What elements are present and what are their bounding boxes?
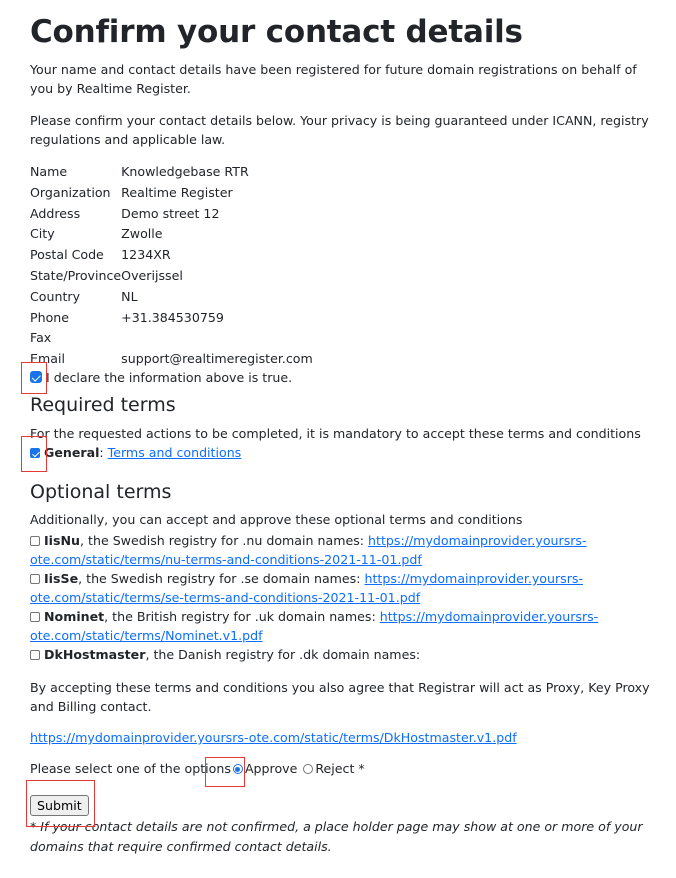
optional-term-name: DkHostmaster (44, 647, 146, 662)
contact-label: State/Province (30, 267, 122, 283)
contact-details-table (30, 162, 313, 370)
contact-value: Knowledgebase RTR (121, 164, 249, 179)
contact-value: Overijssel (121, 267, 183, 283)
reject-radio[interactable] (303, 764, 313, 774)
optional-term-item (30, 645, 650, 664)
contact-value: Zwolle (121, 226, 163, 242)
optional-term-checkbox[interactable] (30, 612, 40, 622)
declare-label: I declare the information above is true. (46, 370, 293, 385)
contact-row (30, 349, 313, 370)
optional-term-link[interactable]: https://mydomainprovider.yoursrs-ote.com/static/terms/Nominet.v1.pdf (30, 609, 599, 643)
contact-row (30, 287, 313, 308)
general-terms-row (30, 445, 241, 460)
footnote: * If your contact details are not confirmed, a place holder page may show at one or more of your domains that require confirmed contact details. (30, 819, 643, 854)
contact-value: support@realtimeregister.com (121, 351, 313, 367)
general-terms-name: General (44, 445, 100, 460)
contact-row (30, 183, 313, 204)
contact-row (30, 328, 313, 349)
optional-terms-heading: Optional terms (30, 481, 172, 503)
declare-row (30, 370, 292, 385)
optional-term-desc: , the Swedish registry for .se domain names: (78, 571, 365, 586)
contact-row (30, 204, 313, 225)
reject-label: Reject * (315, 761, 365, 776)
optional-term-checkbox[interactable] (30, 574, 40, 584)
declare-checkbox[interactable] (30, 371, 42, 383)
contact-value: Demo street 12 (121, 205, 220, 221)
intro-registered: Your name and contact details have been registered for future domain registrations on behalf of you by Realtime Register. (30, 62, 637, 96)
general-terms-sep: : (99, 445, 108, 460)
contact-label: Organization (30, 184, 111, 200)
optional-term-name: IisNu (44, 533, 81, 548)
contact-value: NL (121, 288, 138, 304)
optional-terms-list (30, 531, 650, 664)
contact-row (30, 224, 313, 245)
contact-label: Postal Code (30, 247, 104, 263)
contact-label: City (30, 226, 55, 242)
optional-term-name: IisSe (44, 571, 79, 586)
contact-value: +31.384530759 (121, 309, 224, 325)
contact-row (30, 162, 313, 183)
proxy-agreement-text: By accepting these terms and conditions you also agree that Registrar will act as Proxy, Key Proxy and Billing contact. (30, 680, 650, 714)
optional-term-desc: , the British registry for .uk domain names: (104, 609, 380, 624)
optional-term-desc: , the Danish registry for .dk domain names: (145, 647, 421, 662)
contact-label: Address (30, 205, 81, 221)
contact-label: Email (30, 351, 65, 367)
approve-label: Approve (244, 761, 298, 776)
page-title: Confirm your contact details (30, 14, 523, 50)
contact-value: Realtime Register (121, 184, 233, 200)
required-terms-intro: For the requested actions to be completed, it is mandatory to accept these terms and conditions (30, 426, 641, 441)
contact-label: Fax (30, 330, 52, 346)
terms-and-conditions-link[interactable]: Terms and conditions (107, 445, 242, 460)
intro-privacy: Please confirm your contact details below. Your privacy is being guaranteed under ICANN, registry regulations and applicable law. (30, 113, 649, 147)
contact-value: 1234XR (121, 247, 171, 263)
optional-term-item (30, 531, 650, 569)
approve-radio[interactable] (233, 764, 243, 774)
contact-label: Phone (30, 309, 70, 325)
required-terms-heading: Required terms (30, 394, 176, 416)
optional-term-checkbox[interactable] (30, 650, 40, 660)
optional-term-item (30, 569, 650, 607)
optional-term-link[interactable]: https://mydomainprovider.yoursrs-ote.com/static/terms/se-terms-and-conditions-2021-11-01.pdf (30, 571, 584, 605)
approve-reject-row (30, 761, 365, 776)
optional-term-desc: , the Swedish registry for .nu domain names: (80, 533, 369, 548)
optional-term-item (30, 607, 650, 645)
contact-label: Name (30, 164, 68, 179)
optional-term-link[interactable]: https://mydomainprovider.yoursrs-ote.com/static/terms/nu-terms-and-conditions-2021-11-01.pdf (30, 533, 587, 567)
contact-value (121, 328, 313, 349)
contact-row (30, 308, 313, 329)
general-terms-checkbox[interactable] (30, 448, 40, 458)
options-prompt: Please select one of the options (30, 761, 231, 776)
contact-row (30, 266, 313, 287)
optional-term-name: Nominet (44, 609, 105, 624)
optional-terms-intro: Additionally, you can accept and approve these optional terms and conditions (30, 512, 523, 527)
contact-row (30, 245, 313, 266)
dkhostmaster-terms-link[interactable]: https://mydomainprovider.yoursrs-ote.com/static/terms/DkHostmaster.v1.pdf (30, 730, 517, 745)
optional-term-checkbox[interactable] (30, 536, 40, 546)
contact-label: Country (30, 288, 81, 304)
submit-button[interactable]: Submit (30, 795, 89, 816)
